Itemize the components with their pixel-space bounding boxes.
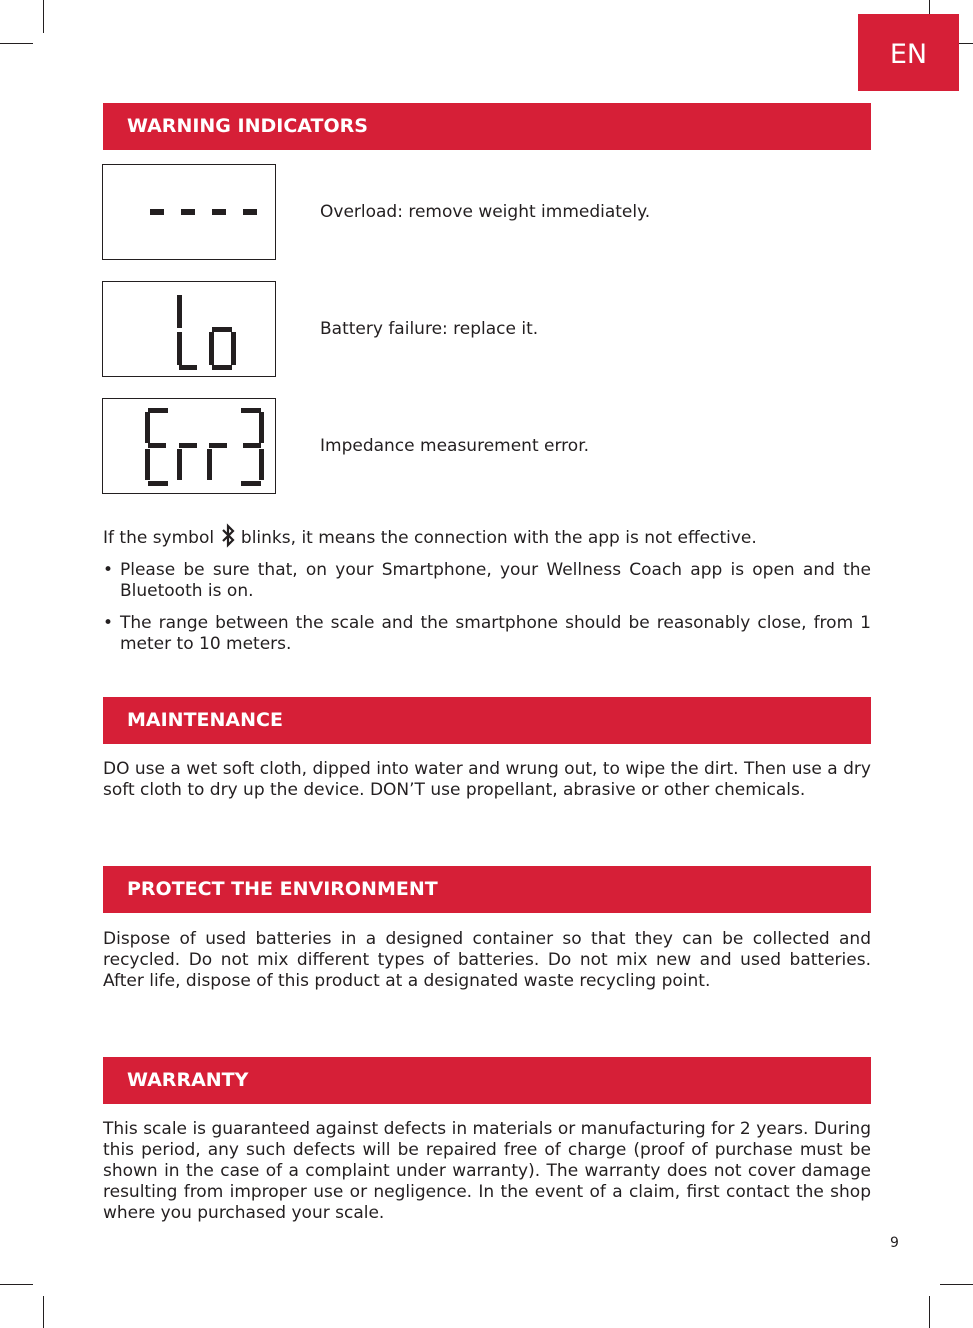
lcd-error-display bbox=[102, 398, 276, 494]
section-header-warning: WARNING INDICATORS bbox=[103, 103, 871, 150]
lcd-err3-icon bbox=[103, 399, 275, 493]
bluetooth-icon bbox=[221, 523, 235, 549]
warranty-body: This scale is guaranteed against defects in materials or manufacturing for 2 years. During this period, any such defects will be repaired free of charge (proof of purchase must be shown in the case of a complaint under warranty). The warranty does not cover damage resulting from improper use or negligence. In the event of a claim, first contact the shop where you purchased your scale. bbox=[103, 1119, 871, 1223]
section-header-maintenance: MAINTENANCE bbox=[103, 697, 871, 744]
bullet-text: The range between the scale and the smartphone should be reasonably close, from 1 meter to 10 meters. bbox=[120, 613, 871, 654]
lcd-low-battery-display bbox=[102, 281, 276, 377]
bullet-icon: • bbox=[103, 613, 114, 633]
lcd-dashes-icon bbox=[103, 165, 275, 259]
section-header-warranty: WARRANTY bbox=[103, 1057, 871, 1104]
section-header-environment: PROTECT THE ENVIRONMENT bbox=[103, 866, 871, 913]
list-item bbox=[103, 560, 871, 602]
bluetooth-note-after: blinks, it means the connection with the app is not effective. bbox=[240, 528, 757, 548]
crop-mark bbox=[43, 0, 44, 33]
overload-text: Overload: remove weight immediately. bbox=[320, 202, 651, 222]
crop-mark bbox=[0, 1284, 33, 1285]
lcd-overload-display bbox=[102, 164, 276, 260]
crop-mark bbox=[940, 1284, 973, 1285]
battery-failure-text: Battery failure: replace it. bbox=[320, 319, 539, 339]
list-item bbox=[103, 613, 871, 655]
crop-mark bbox=[0, 43, 33, 44]
maintenance-body: DO use a wet soft cloth, dipped into water and wrung out, to wipe the dirt. Then use a dry soft cloth to dry up the device. DON’T use propellant, abrasive or other chemicals. bbox=[103, 759, 871, 800]
language-tab: EN bbox=[858, 14, 959, 91]
crop-mark bbox=[929, 1296, 930, 1328]
environment-body: Dispose of used batteries in a designed container so that they can be collected and recycled. Do not mix different types of batteries. Do not mix new and used batteries. After life, dispose of this product at a designated waste recycling point. bbox=[103, 929, 871, 991]
crop-mark bbox=[43, 1296, 44, 1328]
page-number: 9 bbox=[890, 1235, 899, 1251]
bluetooth-note-before: If the symbol bbox=[103, 528, 215, 548]
bluetooth-note bbox=[103, 523, 871, 549]
lcd-lo-icon bbox=[103, 282, 275, 376]
bullet-text: Please be sure that, on your Smartphone, your Wellness Coach app is open and the Bluetooth is on. bbox=[120, 560, 871, 601]
bullet-icon: • bbox=[103, 560, 114, 580]
impedance-error-text: Impedance measurement error. bbox=[320, 436, 590, 456]
